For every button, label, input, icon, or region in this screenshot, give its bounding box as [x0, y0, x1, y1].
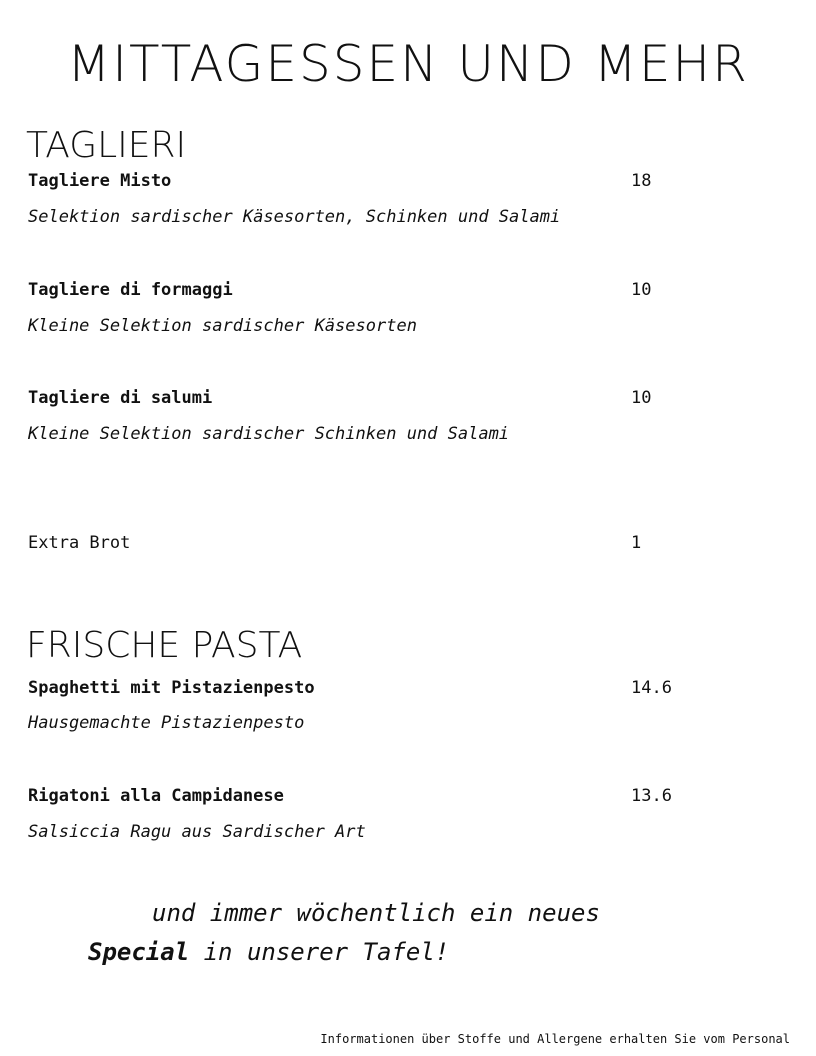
item-name: Extra Brot [28, 533, 131, 553]
item-description: Hausgemachte Pistazienpesto [28, 713, 305, 733]
item-description: Kleine Selektion sardischer Schinken und Salami [28, 424, 510, 444]
special-line-2 [88, 937, 449, 967]
item-description: Selektion sardischer Käsesorten, Schinken und Salami [28, 207, 561, 227]
item-name: Tagliere Misto [28, 171, 172, 191]
section-title-taglieri: TAGLIERI [26, 125, 187, 166]
item-price: 13.6 [631, 786, 672, 806]
item-name: Tagliere di formaggi [28, 280, 233, 300]
item-description: Kleine Selektion sardischer Käsesorten [28, 316, 417, 336]
allergen-note: Informationen über Stoffe und Allergene erhalten Sie vom Personal [320, 1032, 790, 1046]
item-price: 14.6 [631, 678, 672, 698]
item-name: Rigatoni alla Campidanese [28, 786, 284, 806]
special-line-2-text: in unserer Tafel! [189, 938, 450, 966]
item-description: Salsiccia Ragu aus Sardischer Art [28, 822, 366, 842]
item-price: 1 [631, 533, 642, 553]
item-price: 10 [631, 280, 652, 300]
page-title: MITTAGESSEN UND MEHR [67, 35, 749, 93]
item-name: Tagliere di salumi [28, 388, 213, 408]
section-title-frische-pasta: FRISCHE PASTA [26, 625, 303, 666]
item-name: Spaghetti mit Pistazienpesto [28, 678, 315, 698]
item-price: 10 [631, 388, 652, 408]
special-line-1: und immer wöchentlich ein neues [152, 899, 600, 927]
special-keyword: Special [88, 938, 190, 966]
item-price: 18 [631, 171, 652, 191]
